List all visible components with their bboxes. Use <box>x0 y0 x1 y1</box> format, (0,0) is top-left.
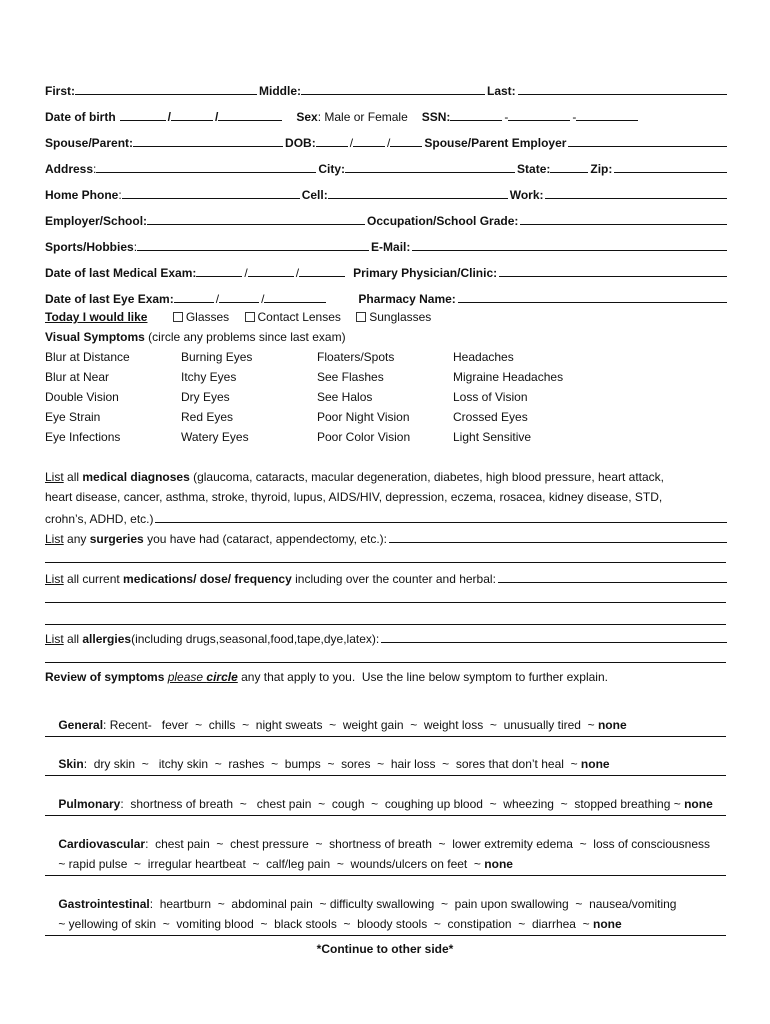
dob-label: Date of birth <box>45 110 116 124</box>
dob-day-field[interactable] <box>171 108 213 121</box>
pulmonary-explain-line[interactable] <box>45 815 726 816</box>
ssn-part2-field[interactable] <box>508 108 570 121</box>
eye-exam-month-field[interactable] <box>174 290 214 303</box>
pharmacy-label: Pharmacy Name: <box>358 292 456 306</box>
ssn-part3-field[interactable] <box>576 108 638 121</box>
diagnoses-line-3: crohn’s, ADHD, etc.) <box>45 510 727 527</box>
medications-extra-line-2[interactable] <box>45 624 726 625</box>
review-gastrointestinal-2[interactable]: ~ yellowing of skin ~ vomiting blood ~ black stools ~ bloody stools ~ constipation ~ diarrhea ~ none <box>58 917 622 931</box>
diagnoses-list-word: List <box>45 470 64 484</box>
allergies-field[interactable] <box>381 630 727 643</box>
visual-symptoms-heading <box>45 330 727 345</box>
surgeries-row: List any surgeries you have had (cataract, appendectomy, etc.): <box>45 530 727 547</box>
general-explain-line[interactable] <box>45 736 726 737</box>
zip-label: Zip: <box>590 162 613 176</box>
ssn-label: SSN: <box>421 110 451 124</box>
symptom-poor-night-vision[interactable]: Poor Night Vision <box>317 410 410 424</box>
state-label: State: <box>517 162 551 176</box>
email-field[interactable] <box>412 238 727 251</box>
spouse-dob-day-field[interactable] <box>353 134 385 147</box>
review-heading: Review of symptoms please circle any that apply to you. Use the line below symptom to further explain. <box>45 670 608 684</box>
symptom-migraine[interactable]: Migraine Headaches <box>453 370 564 384</box>
symptom-light-sensitive[interactable]: Light Sensitive <box>453 430 532 444</box>
sports-hobbies-field[interactable] <box>137 238 369 251</box>
city-field[interactable] <box>345 160 515 173</box>
diagnoses-line-1: List all medical diagnoses (glaucoma, cataracts, macular degeneration, diabetes, high blood pressure, heart attack, <box>45 470 665 484</box>
spouse-row: Spouse/Parent: DOB: / / Spouse/Parent Employer <box>45 134 727 151</box>
sunglasses-checkbox[interactable] <box>356 312 366 322</box>
medical-exam-row: Date of last Medical Exam: / / Primary Physician/Clinic: <box>45 264 727 281</box>
medical-exam-month-field[interactable] <box>196 264 242 277</box>
occupation-label: Occupation/School Grade: <box>367 214 519 228</box>
home-phone-field[interactable] <box>122 186 300 199</box>
employer-row <box>45 212 727 229</box>
general-label: General <box>58 718 104 732</box>
diagnoses-field[interactable] <box>155 510 727 523</box>
cell-field[interactable] <box>328 186 508 199</box>
address-label: Address <box>45 162 94 176</box>
symptom-halos[interactable]: See Halos <box>317 390 373 404</box>
allergies-label: allergies <box>82 632 132 646</box>
symptom-burning-eyes[interactable]: Burning Eyes <box>181 350 253 364</box>
symptom-flashes[interactable]: See Flashes <box>317 370 384 384</box>
first-name-field[interactable] <box>75 82 257 95</box>
gastrointestinal-explain-line[interactable] <box>45 935 726 936</box>
medical-exam-year-field[interactable] <box>299 264 345 277</box>
contact-lenses-option: Contact Lenses <box>257 310 341 324</box>
spouse-dob-label: DOB: <box>285 136 316 150</box>
medications-label: medications/ dose/ frequency <box>123 572 292 586</box>
symptom-eye-infections[interactable]: Eye Infections <box>45 430 121 444</box>
allergies-row: List all allergies (including drugs,seasonal,food,tape,dye,latex): <box>45 630 727 647</box>
symptom-headaches[interactable]: Headaches <box>453 350 514 364</box>
dob-month-field[interactable] <box>120 108 166 121</box>
review-general[interactable]: General: Recent- fever ~ chills ~ night sweats ~ weight gain ~ weight loss ~ unusually tired ~ none <box>58 718 627 732</box>
symptom-poor-color-vision[interactable]: Poor Color Vision <box>317 430 411 444</box>
sports-row: Sports/Hobbies : E-Mail: <box>45 238 727 255</box>
review-cardiovascular-2[interactable]: ~ rapid pulse ~ irregular heartbeat ~ calf/leg pain ~ wounds/ulcers on feet ~ none <box>58 857 513 871</box>
review-skin[interactable]: Skin: dry skin ~ itchy skin ~ rashes ~ bumps ~ sores ~ hair loss ~ sores that don’t heal ~ none <box>58 757 610 771</box>
pulmonary-label: Pulmonary <box>58 797 121 811</box>
middle-name-field[interactable] <box>301 82 485 95</box>
medical-exam-day-field[interactable] <box>248 264 294 277</box>
diagnoses-line-2: heart disease, cancer, asthma, stroke, thyroid, lupus, AIDS/HIV, depression, eczema, rosacea, kidney disease, STD, <box>45 490 663 504</box>
diagnoses-label: medical diagnoses <box>82 470 190 484</box>
last-eye-exam-label: Date of last Eye Exam: <box>45 292 174 306</box>
glasses-checkbox[interactable] <box>173 312 183 322</box>
name-row <box>45 82 727 99</box>
last-name-label: Last: <box>487 84 516 98</box>
cardiovascular-explain-line[interactable] <box>45 875 726 876</box>
city-label: City: <box>318 162 346 176</box>
symptom-loss-of-vision[interactable]: Loss of Vision <box>453 390 528 404</box>
work-phone-field[interactable] <box>545 186 727 199</box>
eye-exam-year-field[interactable] <box>264 290 326 303</box>
symptom-watery-eyes[interactable]: Watery Eyes <box>181 430 249 444</box>
cell-label: Cell: <box>301 188 328 202</box>
surgeries-extra-line[interactable] <box>45 562 726 563</box>
skin-label: Skin <box>58 757 84 771</box>
eye-exam-row: Date of last Eye Exam: / / Pharmacy Name: <box>45 290 727 307</box>
symptom-crossed-eyes[interactable]: Crossed Eyes <box>453 410 528 424</box>
symptom-red-eyes[interactable]: Red Eyes <box>181 410 234 424</box>
dob-row: Date of birth / / Sex : Male or Female SSN: - - <box>45 108 727 125</box>
pharmacy-field[interactable] <box>458 290 727 303</box>
symptom-dry-eyes[interactable]: Dry Eyes <box>181 390 230 404</box>
sunglasses-option: Sunglasses <box>369 310 432 324</box>
spouse-dob-year-field[interactable] <box>390 134 422 147</box>
surgeries-label: surgeries <box>89 532 144 546</box>
allergies-extra-line[interactable] <box>45 662 726 663</box>
visual-symptoms-label: Visual Symptoms <box>45 330 145 344</box>
surgeries-field[interactable] <box>389 530 727 543</box>
zip-field[interactable] <box>614 160 727 173</box>
glasses-option: Glasses <box>185 310 230 324</box>
eye-exam-day-field[interactable] <box>219 290 259 303</box>
symptom-double-vision[interactable]: Double Vision <box>45 390 119 404</box>
symptom-floaters[interactable]: Floaters/Spots <box>317 350 395 364</box>
work-label: Work: <box>509 188 544 202</box>
physician-label: Primary Physician/Clinic: <box>353 266 498 280</box>
contact-lenses-checkbox[interactable] <box>245 312 255 322</box>
email-label: E-Mail: <box>371 240 411 254</box>
employer-school-field[interactable] <box>147 212 365 225</box>
skin-explain-line[interactable] <box>45 775 726 776</box>
visual-symptoms-note: (circle any problems since last exam) <box>144 330 346 344</box>
review-pulmonary[interactable]: Pulmonary: shortness of breath ~ chest pain ~ cough ~ coughing up blood ~ wheezing ~ stopped breathing ~ none <box>58 797 713 811</box>
dob-year-field[interactable] <box>218 108 282 121</box>
symptom-eye-strain[interactable]: Eye Strain <box>45 410 101 424</box>
review-cardiovascular-1[interactable]: Cardiovascular: chest pain ~ chest pressure ~ shortness of breath ~ lower extremity edema ~ loss of consciousness <box>58 837 711 851</box>
sex-options[interactable]: : Male or Female <box>317 110 408 124</box>
sex-label: Sex <box>296 110 318 124</box>
middle-name-label: Middle: <box>259 84 301 98</box>
sports-hobbies-label: Sports/Hobbies <box>45 240 134 254</box>
review-gastrointestinal-1[interactable]: Gastrointestinal: heartburn ~ abdominal pain ~ difficulty swallowing ~ pain upon swallowing ~ nausea/vomiting <box>58 897 677 911</box>
physician-field[interactable] <box>499 264 727 277</box>
last-name-field[interactable] <box>518 82 727 95</box>
symptom-blur-distance[interactable]: Blur at Distance <box>45 350 130 364</box>
spouse-employer-field[interactable] <box>568 134 727 147</box>
address-field[interactable] <box>96 160 316 173</box>
today-label: Today I would like <box>45 310 148 324</box>
medications-row: List all current medications/ dose/ frequency including over the counter and herbal: <box>45 570 727 587</box>
review-label: Review of symptoms <box>45 670 165 684</box>
first-name-label: First: <box>45 84 75 98</box>
symptom-blur-near[interactable]: Blur at Near <box>45 370 110 384</box>
address-row: Address : City: State: Zip: <box>45 160 727 177</box>
last-medical-exam-label: Date of last Medical Exam: <box>45 266 197 280</box>
state-field[interactable] <box>550 160 588 173</box>
occupation-field[interactable] <box>520 212 727 225</box>
symptom-itchy-eyes[interactable]: Itchy Eyes <box>181 370 237 384</box>
today-row <box>45 310 727 325</box>
phone-row: Home Phone : Cell: Work: <box>45 186 727 203</box>
spouse-parent-field[interactable] <box>133 134 283 147</box>
spouse-employer-label: Spouse/Parent Employer <box>424 136 567 150</box>
spouse-parent-label: Spouse/Parent: <box>45 136 134 150</box>
gastrointestinal-label: Gastrointestinal <box>58 897 150 911</box>
medications-extra-line-1[interactable] <box>45 602 726 603</box>
spouse-dob-month-field[interactable] <box>316 134 348 147</box>
home-phone-label: Home Phone <box>45 188 119 202</box>
cardiovascular-label: Cardiovascular <box>58 837 146 851</box>
medications-field[interactable] <box>498 570 727 583</box>
continue-footer: *Continue to other side* <box>316 942 454 956</box>
employer-school-label: Employer/School: <box>45 214 148 228</box>
ssn-part1-field[interactable] <box>450 108 502 121</box>
